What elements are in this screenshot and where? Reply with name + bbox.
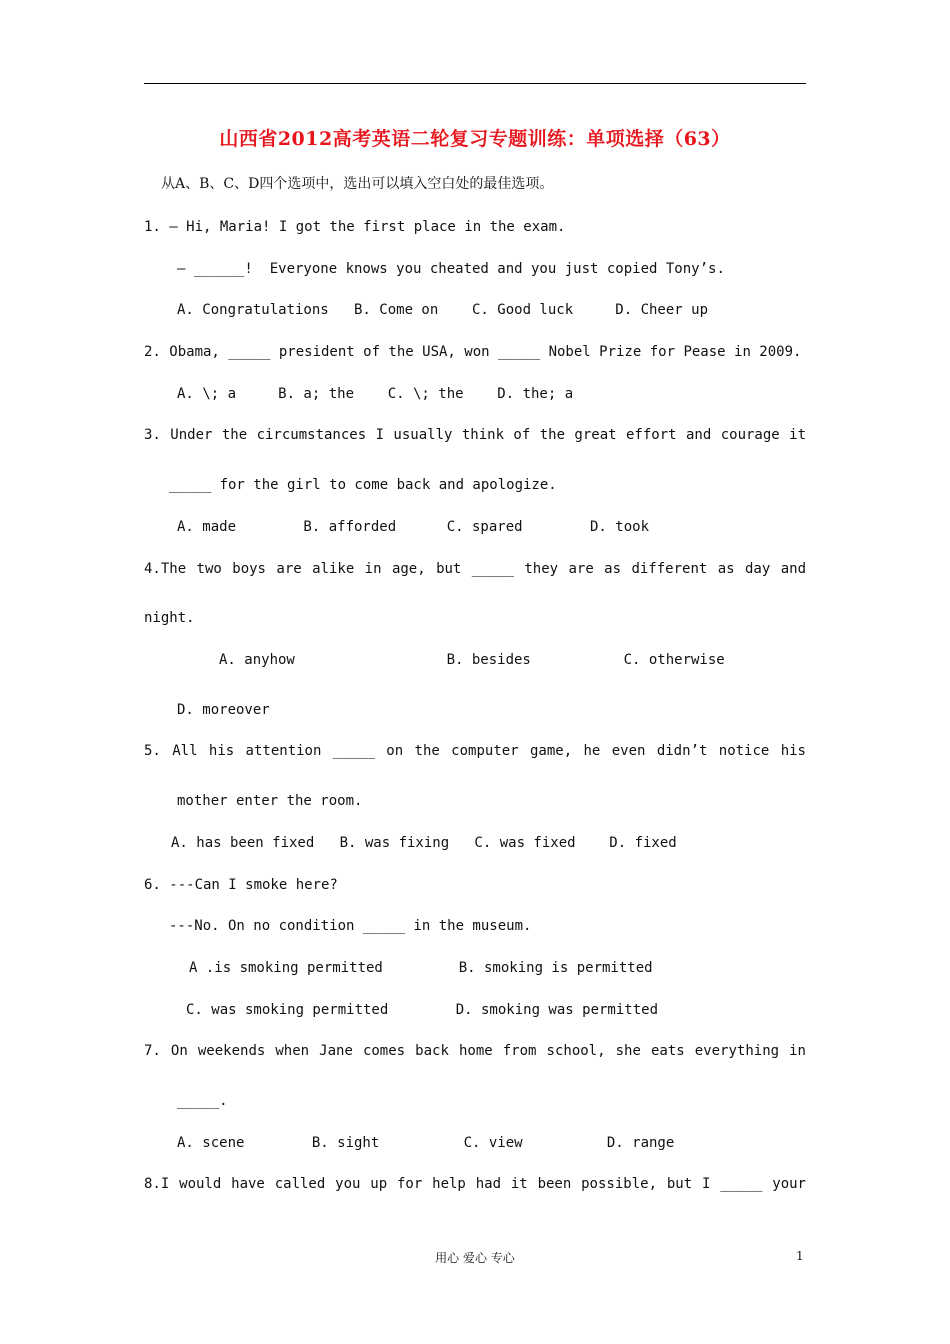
- page-number: 1: [796, 1249, 804, 1263]
- question-line: ---No. On no condition _____ in the museum.: [169, 918, 532, 934]
- question-line: 6. ---Can I smoke here?: [144, 877, 338, 893]
- question-line: 5. All his attention _____ on the computer game, he even didn’t notice his: [144, 743, 806, 759]
- question-line: 4.The two boys are alike in age, but _____ they are as different as day and: [144, 561, 806, 577]
- question-line: A. scene B. sight C. view D. range: [177, 1135, 675, 1151]
- page-title: 山西省2012高考英语二轮复习专题训练：单项选择（63）: [219, 128, 731, 150]
- page-footer: 用心 爱心 专心: [435, 1251, 515, 1265]
- question-line: D. moreover: [177, 702, 270, 718]
- header-rule: [144, 83, 806, 84]
- question-line: A. anyhow B. besides C. otherwise: [219, 652, 725, 668]
- question-line: A .is smoking permitted B. smoking is permitted: [189, 960, 653, 976]
- question-line: — ______! Everyone knows you cheated and you just copied Tony’s.: [177, 261, 725, 277]
- question-line: 2. Obama, _____ president of the USA, won _____ Nobel Prize for Pease in 2009.: [144, 344, 802, 360]
- question-line: _____.: [177, 1093, 228, 1109]
- question-line: 1. — Hi, Maria! I got the first place in the exam.: [144, 219, 566, 235]
- question-line: mother enter the room.: [177, 793, 363, 809]
- question-line: 8.I would have called you up for help had it been possible, but I _____ your: [144, 1176, 806, 1192]
- question-line: 3. Under the circumstances I usually think of the great effort and courage it: [144, 427, 806, 443]
- question-line: _____ for the girl to come back and apologize.: [169, 477, 557, 493]
- question-line: A. \; a B. a; the C. \; the D. the; a: [177, 386, 574, 402]
- question-line: A. Congratulations B. Come on C. Good luck D. Cheer up: [177, 302, 709, 318]
- question-line: night.: [144, 610, 195, 626]
- instruction-text: 从A、B、C、D四个选项中，选出可以填入空白处的最佳选项。: [161, 176, 554, 192]
- question-line: 7. On weekends when Jane comes back home from school, she eats everything in: [144, 1043, 806, 1059]
- question-line: C. was smoking permitted D. smoking was permitted: [186, 1002, 659, 1018]
- question-line: A. has been fixed B. was fixing C. was fixed D. fixed: [171, 835, 677, 851]
- question-line: A. made B. afforded C. spared D. took: [177, 519, 650, 535]
